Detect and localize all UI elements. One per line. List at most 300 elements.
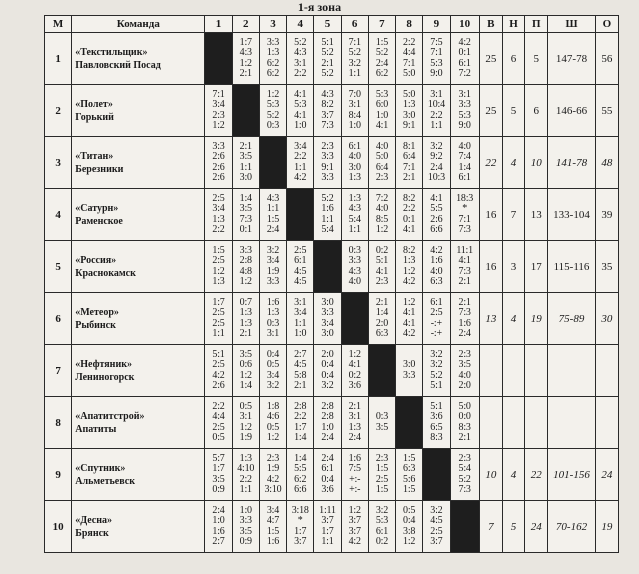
match-score: 5:4 bbox=[458, 463, 471, 474]
result-cell bbox=[205, 137, 232, 189]
goals-cell: 75-89 bbox=[548, 293, 595, 345]
team-cell bbox=[72, 137, 205, 189]
result-cell bbox=[450, 85, 479, 137]
diagonal-cell bbox=[368, 345, 395, 397]
match-score: 7:3 bbox=[458, 224, 471, 235]
match-score: 2:2 bbox=[294, 411, 307, 422]
losses-cell: 17 bbox=[525, 241, 548, 293]
diagonal-cell bbox=[232, 85, 259, 137]
match-score: 1:0 bbox=[239, 504, 252, 516]
match-score: 8:3 bbox=[430, 432, 443, 443]
result-cell bbox=[205, 241, 232, 293]
match-score: 2:6 bbox=[212, 161, 225, 173]
match-score: 1:3 bbox=[239, 317, 252, 329]
match-score: 7:5 bbox=[430, 36, 443, 48]
match-score: 1:2 bbox=[348, 504, 361, 516]
match-score: 6:2 bbox=[375, 68, 388, 79]
table-row bbox=[45, 85, 619, 137]
match-score: 1:5 bbox=[375, 484, 388, 495]
match-score: 4:2 bbox=[403, 328, 416, 339]
match-score: 2:3 bbox=[375, 452, 388, 464]
header-col-5: 5 bbox=[314, 16, 341, 33]
match-score: 5:3 bbox=[266, 99, 280, 110]
match-score: 4:4 bbox=[403, 47, 416, 58]
row-number: 4 bbox=[45, 189, 72, 241]
match-score: 6:1 bbox=[294, 255, 307, 266]
result-cell bbox=[232, 189, 259, 241]
result-cell bbox=[368, 397, 395, 449]
match-score: 1:5 bbox=[403, 452, 416, 464]
match-score: 3:6 bbox=[321, 484, 334, 495]
match-score: 4:3 bbox=[321, 88, 334, 100]
match-score: 4:2 bbox=[348, 536, 361, 547]
match-score: 3:2 bbox=[321, 380, 334, 391]
match-score: 3:2 bbox=[430, 504, 443, 516]
team-cell bbox=[72, 449, 205, 501]
match-score: 2:4 bbox=[458, 328, 471, 339]
points-cell: 24 bbox=[595, 449, 618, 501]
match-score: 5:2 bbox=[430, 369, 443, 381]
result-cell bbox=[259, 397, 286, 449]
match-score: 18:3 bbox=[456, 192, 474, 204]
goals-cell: 147-78 bbox=[548, 33, 595, 85]
match-score: 6:1 bbox=[321, 463, 334, 474]
match-score: 1:1 bbox=[239, 484, 252, 495]
row-number: 3 bbox=[45, 137, 72, 189]
match-score: 6:1 bbox=[430, 296, 443, 308]
match-score: 2:5 bbox=[212, 255, 225, 266]
match-score: 0:4 bbox=[321, 473, 334, 485]
result-cell bbox=[232, 397, 259, 449]
match-score: 3:2 bbox=[266, 380, 280, 391]
points-cell: 30 bbox=[595, 293, 618, 345]
match-score: 3:3 bbox=[458, 99, 471, 110]
match-score: -:+ bbox=[430, 317, 442, 329]
match-score: 5:0 bbox=[458, 400, 471, 412]
match-score: 2:4 bbox=[321, 452, 334, 464]
match-score: 2:4 bbox=[212, 504, 225, 516]
match-score: 1:5 bbox=[403, 484, 416, 495]
match-score: 1:4 bbox=[294, 452, 307, 464]
points-cell: 48 bbox=[595, 137, 618, 189]
match-score: 2:3 bbox=[458, 452, 471, 464]
match-score: 4:1 bbox=[403, 317, 416, 329]
match-score: 7:3 bbox=[239, 213, 252, 225]
header-points: О bbox=[595, 16, 618, 33]
result-cell bbox=[396, 501, 423, 553]
match-score: 8:5 bbox=[375, 213, 388, 225]
result-cell bbox=[259, 345, 286, 397]
match-score: 11:1 bbox=[456, 244, 473, 256]
match-score: 4:1 bbox=[430, 192, 443, 204]
zone-title: 1-я зона bbox=[297, 0, 342, 14]
result-cell bbox=[205, 293, 232, 345]
match-score: 2:1 bbox=[348, 400, 361, 412]
match-score: 9:0 bbox=[430, 68, 443, 79]
losses-cell bbox=[525, 345, 548, 397]
match-score: 9:1 bbox=[321, 161, 334, 173]
team-cell bbox=[72, 85, 205, 137]
result-cell bbox=[287, 137, 314, 189]
match-score: 3:6 bbox=[430, 411, 443, 422]
result-cell bbox=[423, 189, 450, 241]
result-cell bbox=[314, 449, 341, 501]
result-cell bbox=[423, 397, 450, 449]
match-score: 3:4 bbox=[321, 317, 334, 329]
match-score: 0:3 bbox=[266, 317, 280, 329]
match-score: 6:2 bbox=[266, 57, 280, 69]
result-cell bbox=[368, 189, 395, 241]
match-score: 5:8 bbox=[294, 369, 307, 381]
match-score: 7:1 bbox=[348, 36, 361, 48]
match-score: 7:3 bbox=[458, 307, 471, 318]
match-score: 1:7 bbox=[239, 36, 252, 48]
match-score: 5:2 bbox=[321, 192, 334, 204]
match-score: 3:7 bbox=[348, 525, 361, 537]
match-score: 1:0 bbox=[294, 328, 307, 339]
match-score: 2:1 bbox=[239, 68, 252, 79]
match-score: 1:3 bbox=[348, 192, 361, 204]
match-score: 0:5 bbox=[239, 400, 252, 412]
match-score: 4:0 bbox=[430, 265, 443, 277]
diagonal-cell bbox=[423, 449, 450, 501]
match-score: 1:2 bbox=[239, 57, 252, 69]
match-score: 0:3 bbox=[375, 411, 388, 422]
wins-cell: 7 bbox=[479, 501, 502, 553]
table-row bbox=[45, 397, 619, 449]
team-name: «Нефтяник» bbox=[75, 358, 132, 370]
match-score: 2:3 bbox=[212, 109, 225, 121]
result-cell bbox=[259, 85, 286, 137]
losses-cell: 13 bbox=[525, 189, 548, 241]
result-cell bbox=[396, 449, 423, 501]
match-score: 4:5 bbox=[294, 265, 307, 277]
result-cell bbox=[314, 137, 341, 189]
result-cell bbox=[205, 189, 232, 241]
losses-cell: 6 bbox=[525, 85, 548, 137]
diagonal-cell bbox=[341, 293, 368, 345]
match-score: 3:1 bbox=[239, 411, 252, 422]
match-score: 3:4 bbox=[266, 504, 280, 516]
match-score: 3:2 bbox=[430, 140, 443, 152]
match-score: 3:3 bbox=[239, 515, 252, 526]
team-cell bbox=[72, 189, 205, 241]
match-score: 3:1 bbox=[294, 296, 307, 308]
match-score: 4:2 bbox=[403, 276, 416, 287]
match-score: 3:3 bbox=[239, 244, 252, 256]
draws-cell: 4 bbox=[502, 293, 524, 345]
team-name: «Сатурн» bbox=[75, 202, 119, 214]
match-score: 4:1 bbox=[458, 255, 471, 266]
wins-cell bbox=[479, 397, 502, 449]
result-cell bbox=[341, 33, 368, 85]
match-score: 3:1 bbox=[430, 88, 443, 100]
match-score: 0:2 bbox=[348, 369, 361, 381]
row-number: 2 bbox=[45, 85, 72, 137]
result-cell bbox=[287, 293, 314, 345]
team-cell bbox=[72, 501, 205, 553]
match-score: 10:4 bbox=[427, 99, 445, 110]
goals-cell: 141-78 bbox=[548, 137, 595, 189]
match-score: 3:10 bbox=[264, 484, 282, 495]
result-cell bbox=[287, 33, 314, 85]
match-score: 6:0 bbox=[375, 99, 388, 110]
match-score: 1:2 bbox=[403, 265, 416, 277]
goals-cell: 146-66 bbox=[548, 85, 595, 137]
match-score: 1:6 bbox=[348, 452, 361, 464]
result-cell bbox=[259, 293, 286, 345]
team-name: «Текстильщик» bbox=[75, 46, 148, 58]
match-score: 5:3 bbox=[430, 57, 443, 69]
match-score: 0:9 bbox=[212, 484, 225, 495]
team-name: «Титан» bbox=[75, 150, 114, 162]
result-cell bbox=[450, 137, 479, 189]
match-score: 2:4 bbox=[348, 432, 361, 443]
team-cell bbox=[72, 33, 205, 85]
row-number: 5 bbox=[45, 241, 72, 293]
match-score: 1:3 bbox=[212, 213, 225, 225]
match-score: 7:1 bbox=[403, 57, 416, 69]
result-cell bbox=[396, 137, 423, 189]
match-score: 1:2 bbox=[403, 536, 416, 547]
match-score: 8:4 bbox=[348, 109, 361, 121]
points-cell: 19 bbox=[595, 501, 618, 553]
match-score: 1:6 bbox=[458, 317, 471, 329]
match-score: 2:2 bbox=[430, 109, 443, 121]
result-cell bbox=[314, 85, 341, 137]
match-score: 2:6 bbox=[212, 172, 225, 183]
match-score: 2:1 bbox=[294, 380, 307, 391]
wins-cell: 16 bbox=[479, 189, 502, 241]
result-cell bbox=[450, 33, 479, 85]
result-cell bbox=[368, 85, 395, 137]
match-score: 2:3 bbox=[266, 452, 280, 464]
draws-cell bbox=[502, 397, 524, 449]
match-score: 6:1 bbox=[375, 525, 388, 537]
points-cell: 35 bbox=[595, 241, 618, 293]
match-score: 2:8 bbox=[239, 255, 252, 266]
match-score: 3:5 bbox=[239, 203, 252, 214]
match-score: 4:5 bbox=[430, 515, 443, 526]
match-score: 4:0 bbox=[458, 140, 471, 152]
team-city: Альметьевск bbox=[75, 475, 135, 487]
result-cell bbox=[368, 137, 395, 189]
wins-cell: 16 bbox=[479, 241, 502, 293]
match-score: 2:2 bbox=[212, 400, 225, 412]
match-score: 1:3 bbox=[403, 99, 416, 110]
result-cell bbox=[287, 85, 314, 137]
match-score: 1:1 bbox=[348, 224, 361, 235]
match-score: 2:1 bbox=[239, 328, 252, 339]
match-score: 1:3 bbox=[348, 421, 361, 433]
result-cell bbox=[396, 293, 423, 345]
standings-table bbox=[44, 15, 619, 553]
result-cell bbox=[450, 449, 479, 501]
match-score: 6:1 bbox=[458, 172, 471, 183]
match-score: +:- bbox=[349, 473, 361, 485]
match-score: 6:4 bbox=[403, 151, 416, 162]
wins-cell: 10 bbox=[479, 449, 502, 501]
match-score: 8:2 bbox=[403, 244, 416, 256]
match-score: 6:6 bbox=[430, 224, 443, 235]
match-score: 8:2 bbox=[403, 192, 416, 204]
match-score: 0:6 bbox=[239, 359, 252, 370]
match-score: 3:4 bbox=[294, 307, 307, 318]
match-score: 3:0 bbox=[403, 359, 416, 370]
match-score: 3:2 bbox=[266, 244, 280, 256]
match-score: * bbox=[462, 203, 468, 214]
team-name: «Россия» bbox=[75, 254, 117, 266]
result-cell bbox=[341, 85, 368, 137]
match-score: 3:1 bbox=[266, 328, 280, 339]
match-score: 6:6 bbox=[294, 484, 307, 495]
match-score: 7:1 bbox=[458, 213, 471, 225]
match-score: 0:2 bbox=[375, 244, 388, 256]
losses-cell: 10 bbox=[525, 137, 548, 189]
team-city: Краснокамск bbox=[75, 267, 136, 279]
match-score: 5:2 bbox=[321, 47, 334, 58]
match-score: 3:0 bbox=[239, 172, 252, 183]
match-score: 3:2 bbox=[348, 57, 361, 69]
result-cell bbox=[450, 241, 479, 293]
points-cell bbox=[595, 397, 618, 449]
team-name: «Десна» bbox=[75, 514, 112, 526]
match-score: 2:2 bbox=[294, 151, 307, 162]
match-score: 4:0 bbox=[375, 140, 388, 152]
match-score: 2:8 bbox=[321, 400, 334, 412]
match-score: 1:3 bbox=[239, 307, 252, 318]
match-score: 1:7 bbox=[212, 296, 225, 308]
match-score: 2:8 bbox=[294, 400, 307, 412]
table-header bbox=[45, 16, 619, 33]
match-score: 3:4 bbox=[266, 369, 280, 381]
match-score: 1:3 bbox=[403, 255, 416, 266]
match-score: 5:3 bbox=[375, 515, 388, 526]
match-score: 2:5 bbox=[212, 317, 225, 329]
match-score: 1:1 bbox=[212, 328, 225, 339]
team-cell bbox=[72, 345, 205, 397]
result-cell bbox=[205, 501, 232, 553]
team-city: Павловский Посад bbox=[75, 59, 161, 71]
match-score: 1:2 bbox=[212, 120, 225, 131]
match-score: 1:8 bbox=[266, 400, 280, 412]
result-cell bbox=[450, 293, 479, 345]
match-score: 5:1 bbox=[430, 380, 443, 391]
match-score: 0:4 bbox=[321, 359, 334, 370]
result-cell bbox=[232, 137, 259, 189]
match-score: 1:0 bbox=[348, 120, 361, 131]
match-score: 3:0 bbox=[403, 109, 416, 121]
match-score: 2:4 bbox=[321, 432, 334, 443]
match-score: 2:1 bbox=[321, 57, 334, 69]
match-score: 4:5 bbox=[294, 359, 307, 370]
result-cell bbox=[287, 241, 314, 293]
match-score: 1:6 bbox=[266, 536, 280, 547]
match-score: 3:0 bbox=[321, 328, 334, 339]
losses-cell: 5 bbox=[525, 33, 548, 85]
result-cell bbox=[259, 449, 286, 501]
result-cell bbox=[423, 85, 450, 137]
match-score: 0:5 bbox=[266, 359, 280, 370]
result-cell bbox=[205, 449, 232, 501]
diagonal-cell bbox=[259, 137, 286, 189]
result-cell bbox=[450, 189, 479, 241]
match-score: 2:3 bbox=[321, 140, 334, 152]
match-score: 3:4 bbox=[294, 140, 307, 152]
result-cell bbox=[205, 85, 232, 137]
result-cell bbox=[314, 397, 341, 449]
match-score: 2:1 bbox=[458, 296, 471, 308]
match-score: 1:3 bbox=[212, 276, 225, 287]
diagonal-cell bbox=[314, 241, 341, 293]
match-score: 1:1 bbox=[266, 203, 280, 214]
goals-cell: 133-104 bbox=[548, 189, 595, 241]
match-score: 2:3 bbox=[375, 172, 388, 183]
match-score: 1:4 bbox=[239, 192, 252, 204]
match-score: 5:4 bbox=[348, 213, 361, 225]
match-score: 1:6 bbox=[266, 296, 280, 308]
match-score: 2:5 bbox=[375, 473, 388, 485]
match-score: 7:3 bbox=[458, 265, 471, 277]
match-score: 2:6 bbox=[430, 213, 443, 225]
match-score: 3:1 bbox=[348, 411, 361, 422]
match-score: 1:5 bbox=[212, 244, 225, 256]
match-score: 1:0 bbox=[212, 515, 225, 526]
result-cell bbox=[396, 85, 423, 137]
match-score: 4:2 bbox=[266, 473, 280, 485]
match-score: 2:1 bbox=[458, 432, 471, 443]
match-score: 3:1 bbox=[348, 99, 361, 110]
result-cell bbox=[232, 241, 259, 293]
match-score: 1:2 bbox=[239, 421, 252, 433]
row-number: 1 bbox=[45, 33, 72, 85]
match-score: 4:3 bbox=[294, 47, 307, 58]
match-score: 8:3 bbox=[458, 421, 471, 433]
team-city: Березники bbox=[75, 163, 124, 175]
match-score: 3:4 bbox=[212, 203, 225, 214]
match-score: 5:3 bbox=[458, 109, 471, 121]
match-score: 7:3 bbox=[458, 484, 471, 495]
match-score: 0:4 bbox=[321, 369, 334, 381]
match-score: 4:0 bbox=[348, 276, 361, 287]
match-score: 1:4 bbox=[375, 307, 388, 318]
result-cell bbox=[423, 501, 450, 553]
row-number: 7 bbox=[45, 345, 72, 397]
match-score: 0:5 bbox=[212, 432, 225, 443]
match-score: 3:8 bbox=[403, 525, 416, 537]
match-score: 1:0 bbox=[294, 120, 307, 131]
header-m: М bbox=[45, 16, 72, 33]
result-cell bbox=[368, 449, 395, 501]
match-score: 4:2 bbox=[458, 36, 471, 48]
match-score: 10:3 bbox=[427, 172, 445, 183]
team-city: Апатиты bbox=[75, 423, 117, 435]
result-cell bbox=[368, 241, 395, 293]
match-score: 0:7 bbox=[239, 296, 252, 308]
match-score: 1:4 bbox=[458, 161, 471, 173]
match-score: 2:2 bbox=[294, 68, 307, 79]
result-cell bbox=[341, 241, 368, 293]
draws-cell: 5 bbox=[502, 501, 524, 553]
table-body bbox=[45, 33, 619, 553]
match-score: 3:1 bbox=[294, 57, 307, 69]
match-score: 1:7 bbox=[294, 421, 307, 433]
result-cell bbox=[232, 33, 259, 85]
result-cell bbox=[341, 137, 368, 189]
match-score: 4:7 bbox=[266, 515, 280, 526]
table-row bbox=[45, 189, 619, 241]
match-score: 1:0 bbox=[375, 109, 388, 121]
